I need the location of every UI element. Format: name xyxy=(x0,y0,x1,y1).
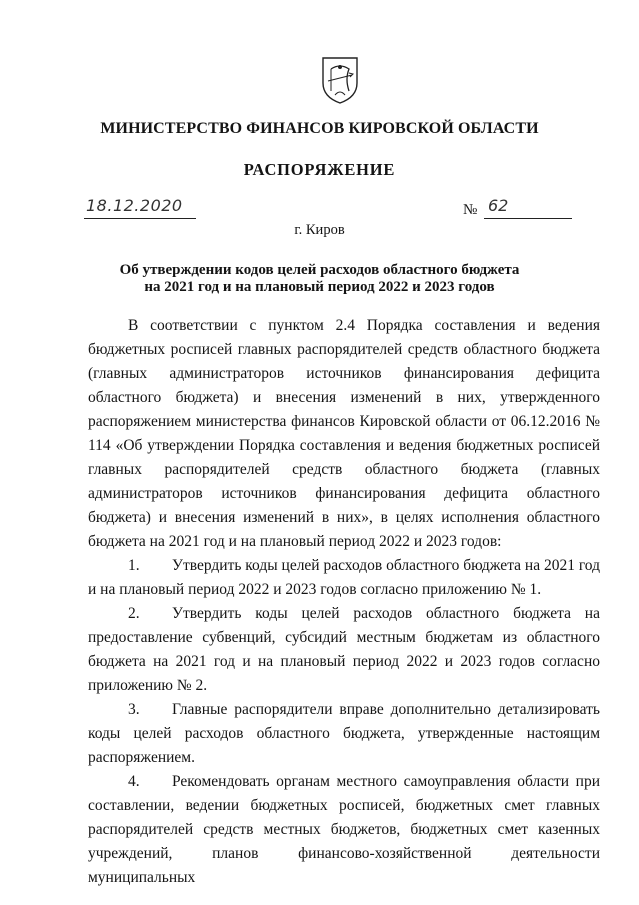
city: г. Киров xyxy=(294,222,345,238)
number-underline xyxy=(484,218,572,219)
title-line-2: на 2021 год и на плановый период 2022 и 2023 годов xyxy=(144,279,495,295)
title-line-1: Об утверждении кодов целей расходов областного бюджета xyxy=(119,262,520,278)
document-type: РАСПОРЯЖЕНИЕ xyxy=(243,160,396,179)
document-title xyxy=(0,262,639,296)
item-number: 1. xyxy=(128,557,140,574)
item-text: Главные распорядители вправе дополнительно детализировать коды целей расходов областного бюджета, утвержденные настоящим распоряжением. xyxy=(88,701,600,766)
coat-of-arms-icon xyxy=(319,55,361,105)
item-text: Утвердить коды целей расходов областного бюджета на 2021 год и на плановый период 2022 и 2023 годов согласно приложению № 1. xyxy=(88,557,600,598)
ministry-name: МИНИСТЕРСТВО ФИНАНСОВ КИРОВСКОЙ ОБЛАСТИ xyxy=(100,120,539,137)
list-item xyxy=(88,602,600,698)
number-label: № xyxy=(463,202,478,218)
item-number: 3. xyxy=(128,701,140,718)
handwritten-number: 62 xyxy=(488,196,509,215)
item-text: Утвердить коды целей расходов областного бюджета на предоставление субвенций, субсидий местным бюджетам из областного бюджета на 2021 год и на плановый период 2022 и 2023 годов согласно приложению № 2. xyxy=(88,605,600,694)
list-item xyxy=(88,770,600,890)
list-item xyxy=(88,698,600,770)
document-body xyxy=(88,314,600,890)
list-item xyxy=(88,554,600,602)
intro-paragraph: В соответствии с пунктом 2.4 Порядка составления и ведения бюджетных росписей главных распорядителей средств областного бюджета (главных администраторов источников финансирования дефицита областного бюджета) и внесения изменений в них, утвержденного распоряжением министерства финансов Кировской области от 06.12.2016 № 114 «Об утверждении Порядка составления и ведения бюджетных росписей главных распорядителей средств областного бюджета (главных администраторов источников финансирования дефицита областного бюджета) и внесения изменений в них», в целях исполнения областного бюджета на 2021 год и на плановый период 2022 и 2023 годов: xyxy=(88,317,600,550)
item-number: 4. xyxy=(128,773,140,790)
item-text: Рекомендовать органам местного самоуправления области при составлении, ведении бюджетных росписей, бюджетных смет главных распорядителей средств местных бюджетов, бюджетных смет казенных учреждений, планов финансово-хозяйственной деятельности муниципальных xyxy=(88,773,600,886)
handwritten-date: 18.12.2020 xyxy=(86,196,183,215)
item-number: 2. xyxy=(128,605,140,622)
date-underline xyxy=(84,218,196,219)
